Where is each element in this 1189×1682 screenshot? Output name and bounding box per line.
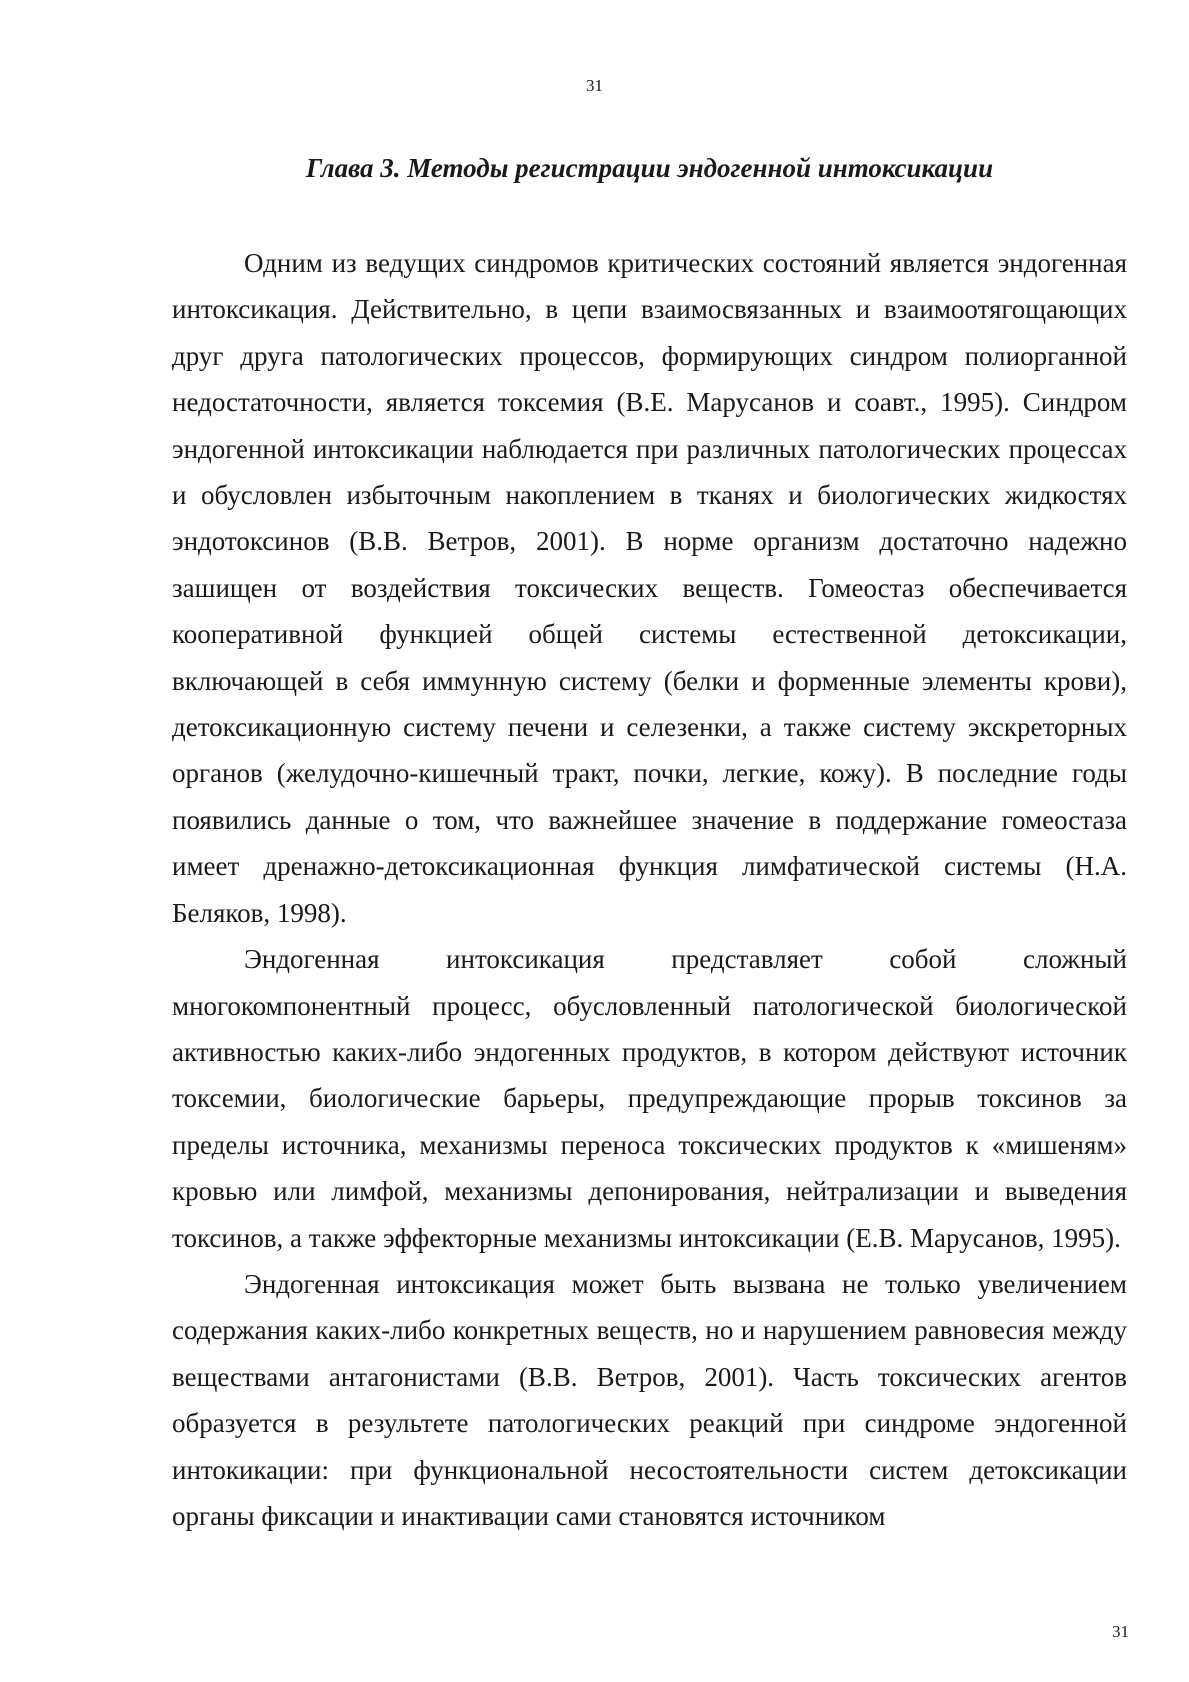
page-number-top: 31 bbox=[586, 76, 603, 95]
body-text bbox=[172, 240, 1127, 1539]
page-number-bottom: 31 bbox=[1112, 1622, 1129, 1641]
paragraph-1: Одним из ведущих синдромов критических состояний является эндогенная интоксикация. Действительно, в цепи взаимосвязанных и взаимоотягощающих друг друга патологических процессов, формирующих синдром полиорганной недостаточности, является токсемия (В.Е. Марусанов и соавт., 1995). Синдром эндогенной интоксикации наблюдается при различных патологических процессах и обусловлен избыточным накоплением в тканях и биологических жидкостях эндотоксинов (В.В. Ветров, 2001). В норме организм достаточно надежно зашищен от воздействия токсических веществ. Гомеостаз обеспечивается кооперативной функцией общей системы естественной детоксикации, включающей в себя иммунную систему (белки и форменные элементы крови), детоксикационную систему печени и селезенки, а также систему экскреторных органов (желудочно-кишечный тракт, почки, легкие, кожу). В последние годы появились данные о том, что важнейшее значение в поддержание гомеостаза имеет дренажно-детоксикационная функция лимфатической системы (Н.А. Беляков, 1998). bbox=[172, 248, 1127, 928]
paragraph-3: Эндогенная интоксикация может быть вызвана не только увеличением содержания каких-либо конкретных веществ, но и нарушением равновесия между веществами антагонистами (В.В. Ветров, 2001). Часть токсических агентов образуется в результете патологических реакций при синдроме эндогенной интокикации: при функциональной несостоятельности систем детоксикации органы фиксации и инактивации сами становятся источником bbox=[172, 1268, 1127, 1531]
chapter-title: Глава 3. Методы регистрации эндогенной интоксикации bbox=[305, 153, 994, 183]
paragraph-2: Эндогенная интоксикация представляет собой сложный многокомпонентный процесс, обусловленный патологической биологической активностью каких-либо эндогенных продуктов, в котором действуют источник токсемии, биологические барьеры, предупреждающие прорыв токсинов за пределы источника, механизмы переноса токсических продуктов к «мишеням» кровью или лимфой, механизмы депонирования, нейтрализации и выведения токсинов, а также эффекторные механизмы интоксикации (Е.В. Марусанов, 1995). bbox=[172, 944, 1127, 1253]
